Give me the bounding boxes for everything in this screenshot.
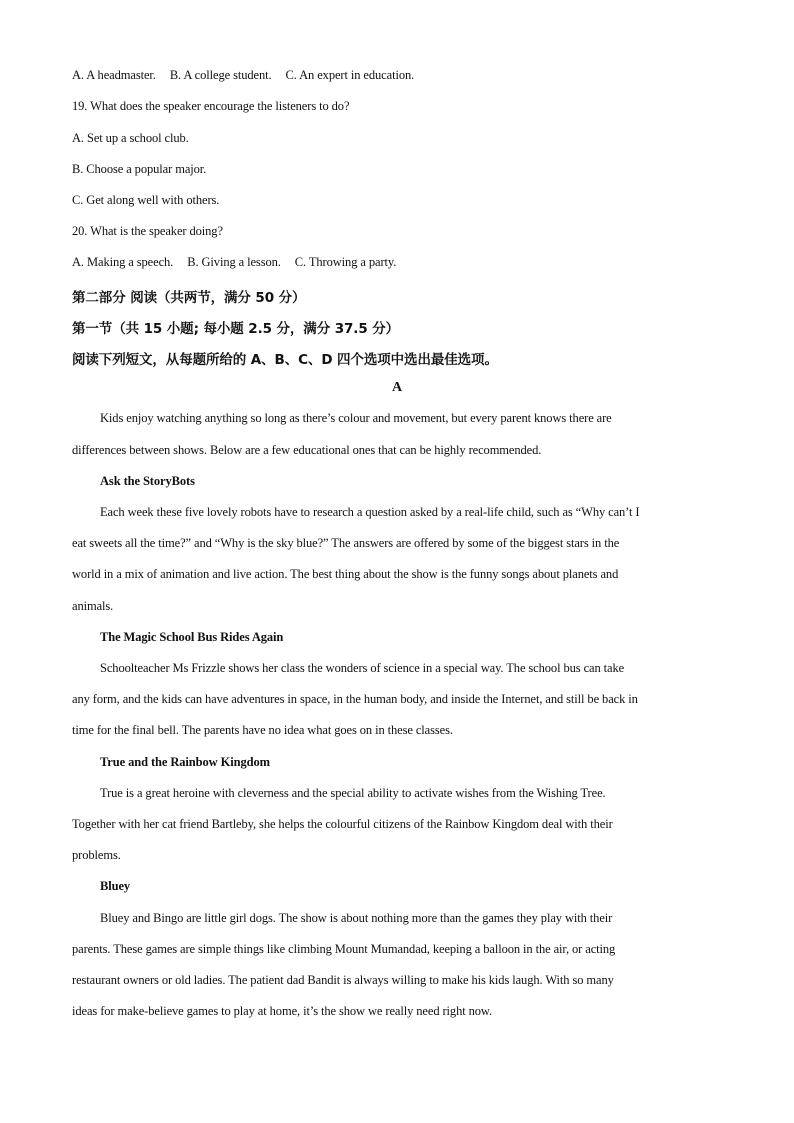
show-title-bluey: Bluey xyxy=(100,879,131,893)
q18-option-a: A. A headmaster. xyxy=(72,68,156,82)
storybots-line-1: Each week these five lovely robots have to research a question asked by a real-life child, such as “Why can’t I xyxy=(100,505,640,519)
show-title-rainbow-kingdom: True and the Rainbow Kingdom xyxy=(100,755,270,769)
q18-option-b: B. A college student. xyxy=(169,68,272,82)
q20-stem: 20. What is the speaker doing? xyxy=(72,224,223,238)
q20-option-c: C. Throwing a party. xyxy=(294,255,397,269)
q18-options-line xyxy=(72,68,414,83)
intro-line-2: differences between shows. Below are a few educational ones that can be highly recommended. xyxy=(72,443,542,457)
q19-option-b: B. Choose a popular major. xyxy=(72,162,207,176)
bluey-line-2: parents. These games are simple things like climbing Mount Mumandad, keeping a balloon in the air, or acting xyxy=(72,942,616,956)
q18-option-c: C. An expert in education. xyxy=(285,68,415,82)
subsection-title: 第一节（共 15 小题; 每小题 2.5 分，满分 37.5 分） xyxy=(72,321,400,337)
q20-option-b: B. Giving a lesson. xyxy=(187,255,281,269)
q19-option-a: A. Set up a school club. xyxy=(72,131,189,145)
passage-label: A xyxy=(391,380,402,395)
q20-option-a: A. Making a speech. xyxy=(72,255,174,269)
intro-line-1: Kids enjoy watching anything so long as there’s colour and movement, but every parent knows there are xyxy=(100,411,612,425)
q20-options-line xyxy=(72,255,396,270)
magic-school-bus-line-1: Schoolteacher Ms Frizzle shows her class the wonders of science in a special way. The school bus can take xyxy=(100,661,625,675)
bluey-line-3: restaurant owners or old ladies. The patient dad Bandit is always willing to make his kids laugh. With so many xyxy=(72,973,614,987)
bluey-line-1: Bluey and Bingo are little girl dogs. The show is about nothing more than the games they play with their xyxy=(100,911,613,925)
part-title: 第二部分 阅读（共两节，满分 50 分） xyxy=(72,290,306,306)
rainbow-kingdom-line-1: True is a great heroine with cleverness and the special ability to activate wishes from the Wishing Tree. xyxy=(100,786,606,800)
magic-school-bus-line-2: any form, and the kids can have adventures in space, in the human body, and inside the Internet, and still be back in xyxy=(72,692,638,706)
storybots-line-4: animals. xyxy=(72,599,114,613)
storybots-line-2: eat sweets all the time?” and “Why is the sky blue?” The answers are offered by some of the biggest stars in the xyxy=(72,536,620,550)
magic-school-bus-line-3: time for the final bell. The parents have no idea what goes on in these classes. xyxy=(72,723,453,737)
show-title-storybots: Ask the StoryBots xyxy=(100,474,195,488)
show-title-magic-school-bus: The Magic School Bus Rides Again xyxy=(100,630,284,644)
instruction: 阅读下列短文，从每题所给的 A、B、C、D 四个选项中选出最佳选项。 xyxy=(72,352,498,368)
storybots-line-3: world in a mix of animation and live action. The best thing about the show is the funny songs about planets and xyxy=(72,567,619,581)
q19-option-c: C. Get along well with others. xyxy=(72,193,220,207)
rainbow-kingdom-line-2: Together with her cat friend Bartleby, she helps the colourful citizens of the Rainbow Kingdom deal with their xyxy=(72,817,613,831)
q19-stem: 19. What does the speaker encourage the listeners to do? xyxy=(72,99,350,113)
bluey-line-4: ideas for make-believe games to play at home, it’s the show we really need right now. xyxy=(72,1004,493,1018)
rainbow-kingdom-line-3: problems. xyxy=(72,848,121,862)
